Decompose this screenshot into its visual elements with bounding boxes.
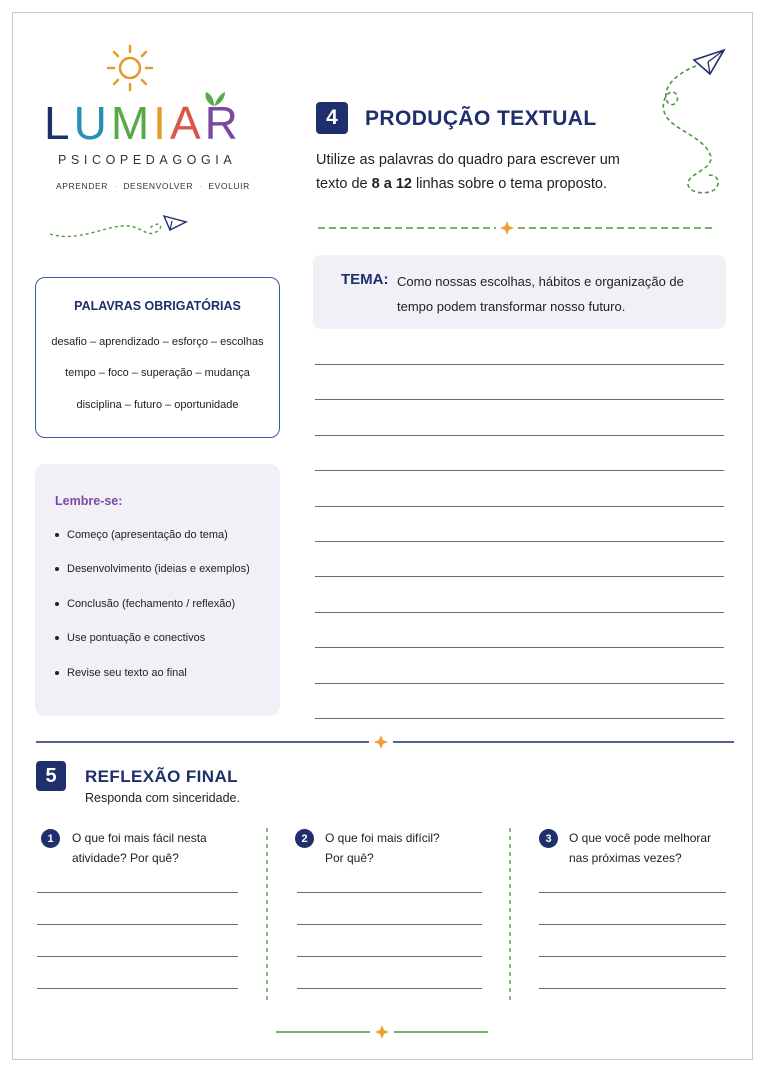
theme-text: Como nossas escolhas, hábitos e organização de tempo podem transformar nosso futuro. [397, 274, 684, 314]
writing-line[interactable] [315, 364, 724, 365]
question-line: atividade? Por quê? [72, 851, 179, 865]
sun-icon [104, 42, 156, 94]
section-divider [36, 733, 734, 751]
section-instructions [316, 148, 646, 196]
section-number-badge: 5 [36, 761, 66, 791]
column-separator [507, 828, 513, 1000]
reminder-title: Lembre-se: [55, 494, 123, 508]
writing-line[interactable] [315, 647, 724, 648]
logo-letter: M [110, 97, 154, 149]
answer-line[interactable] [37, 956, 238, 957]
logo-subtitle: PSICOPEDAGOGIA [58, 153, 237, 167]
bullet [55, 671, 59, 675]
writing-line[interactable] [315, 435, 724, 436]
writing-line[interactable] [315, 541, 724, 542]
section-number-badge: 4 [316, 102, 348, 134]
bullet [55, 636, 59, 640]
theme-label: TEMA: [341, 271, 389, 288]
logo-letter: U [73, 97, 111, 149]
required-words-line: desafio – aprendizado – esforço – escolhas [51, 336, 264, 348]
theme-box [313, 255, 726, 329]
tagline-word: APRENDER [56, 181, 109, 191]
logo-letter: R [204, 97, 242, 149]
question-line: nas próximas vezes? [569, 851, 682, 865]
instructions-text: linhas sobre o tema proposto. [411, 176, 608, 192]
answer-line[interactable] [539, 892, 726, 893]
writing-line[interactable] [315, 470, 724, 471]
question-number: 1 [41, 829, 60, 848]
answer-line[interactable] [539, 924, 726, 925]
bullet [55, 533, 59, 537]
bullet [55, 567, 59, 571]
tagline-word: EVOLUIR [208, 181, 250, 191]
logo-tagline [56, 181, 250, 191]
paper-plane-trail-icon [46, 208, 191, 244]
tagline-separator: · [114, 181, 118, 191]
answer-line[interactable] [539, 988, 726, 989]
question-text [72, 828, 207, 868]
answer-line[interactable] [37, 892, 238, 893]
reminder-item-text: Conclusão (fechamento / reflexão) [67, 598, 236, 610]
question-number: 3 [539, 829, 558, 848]
required-words-box [35, 277, 280, 438]
answer-line[interactable] [297, 892, 482, 893]
paper-plane-loop-icon [652, 44, 732, 204]
section-title: REFLEXÃO FINAL [85, 767, 238, 786]
instructions-connector: a [379, 176, 396, 192]
reminder-item-text: Revise seu texto ao final [67, 667, 187, 679]
logo-letter: A [169, 97, 205, 149]
logo-letter: I [153, 97, 170, 149]
column-separator [264, 828, 270, 1000]
logo-wordmark [44, 98, 242, 148]
question-text [569, 828, 711, 868]
required-words-title: PALAVRAS OBRIGATÓRIAS [74, 299, 241, 313]
bullet [55, 602, 59, 606]
reminder-item-text: Desenvolvimento (ideias e exemplos) [67, 563, 250, 575]
reminder-box [35, 464, 280, 716]
footer-divider [276, 1023, 488, 1041]
reminder-item [55, 598, 235, 610]
answer-line[interactable] [297, 988, 482, 989]
section-subtitle: Responda com sinceridade. [85, 791, 240, 805]
answer-line[interactable] [297, 956, 482, 957]
question-line: O que você pode melhorar [569, 831, 712, 845]
answer-line[interactable] [37, 988, 238, 989]
min-lines: 8 [371, 176, 380, 192]
question-line: O que foi mais fácil nesta [72, 831, 207, 845]
reminder-item-text: Use pontuação e conectivos [67, 632, 206, 644]
writing-line[interactable] [315, 576, 724, 577]
answer-line[interactable] [297, 924, 482, 925]
section-title: PRODUÇÃO TEXTUAL [365, 107, 597, 130]
reminder-item [55, 632, 205, 644]
writing-line[interactable] [315, 612, 724, 613]
writing-line[interactable] [315, 718, 724, 719]
reminder-item [55, 563, 250, 575]
logo-letter: L [44, 97, 74, 149]
max-lines: 12 [395, 176, 412, 192]
reminder-item [55, 529, 228, 541]
question-line: O que foi mais difícil? [325, 831, 440, 845]
question-number: 2 [295, 829, 314, 848]
writing-line[interactable] [315, 683, 724, 684]
answer-line[interactable] [37, 924, 238, 925]
writing-line[interactable] [315, 506, 724, 507]
answer-line[interactable] [539, 956, 726, 957]
required-words-line: tempo – foco – superação – mudança [65, 367, 250, 379]
tagline-word: DESENVOLVER [123, 181, 194, 191]
reminder-item [55, 667, 187, 679]
tagline-separator: · [199, 181, 203, 191]
writing-line[interactable] [315, 399, 724, 400]
question-text [325, 828, 440, 868]
reminder-item-text: Começo (apresentação do tema) [67, 529, 228, 541]
instructions-text: Utilize as palavras do quadro para escrever um texto de [316, 152, 620, 192]
dashed-divider [318, 219, 716, 237]
required-words-line: disciplina – futuro – oportunidade [76, 399, 239, 411]
question-line: Por quê? [325, 851, 374, 865]
